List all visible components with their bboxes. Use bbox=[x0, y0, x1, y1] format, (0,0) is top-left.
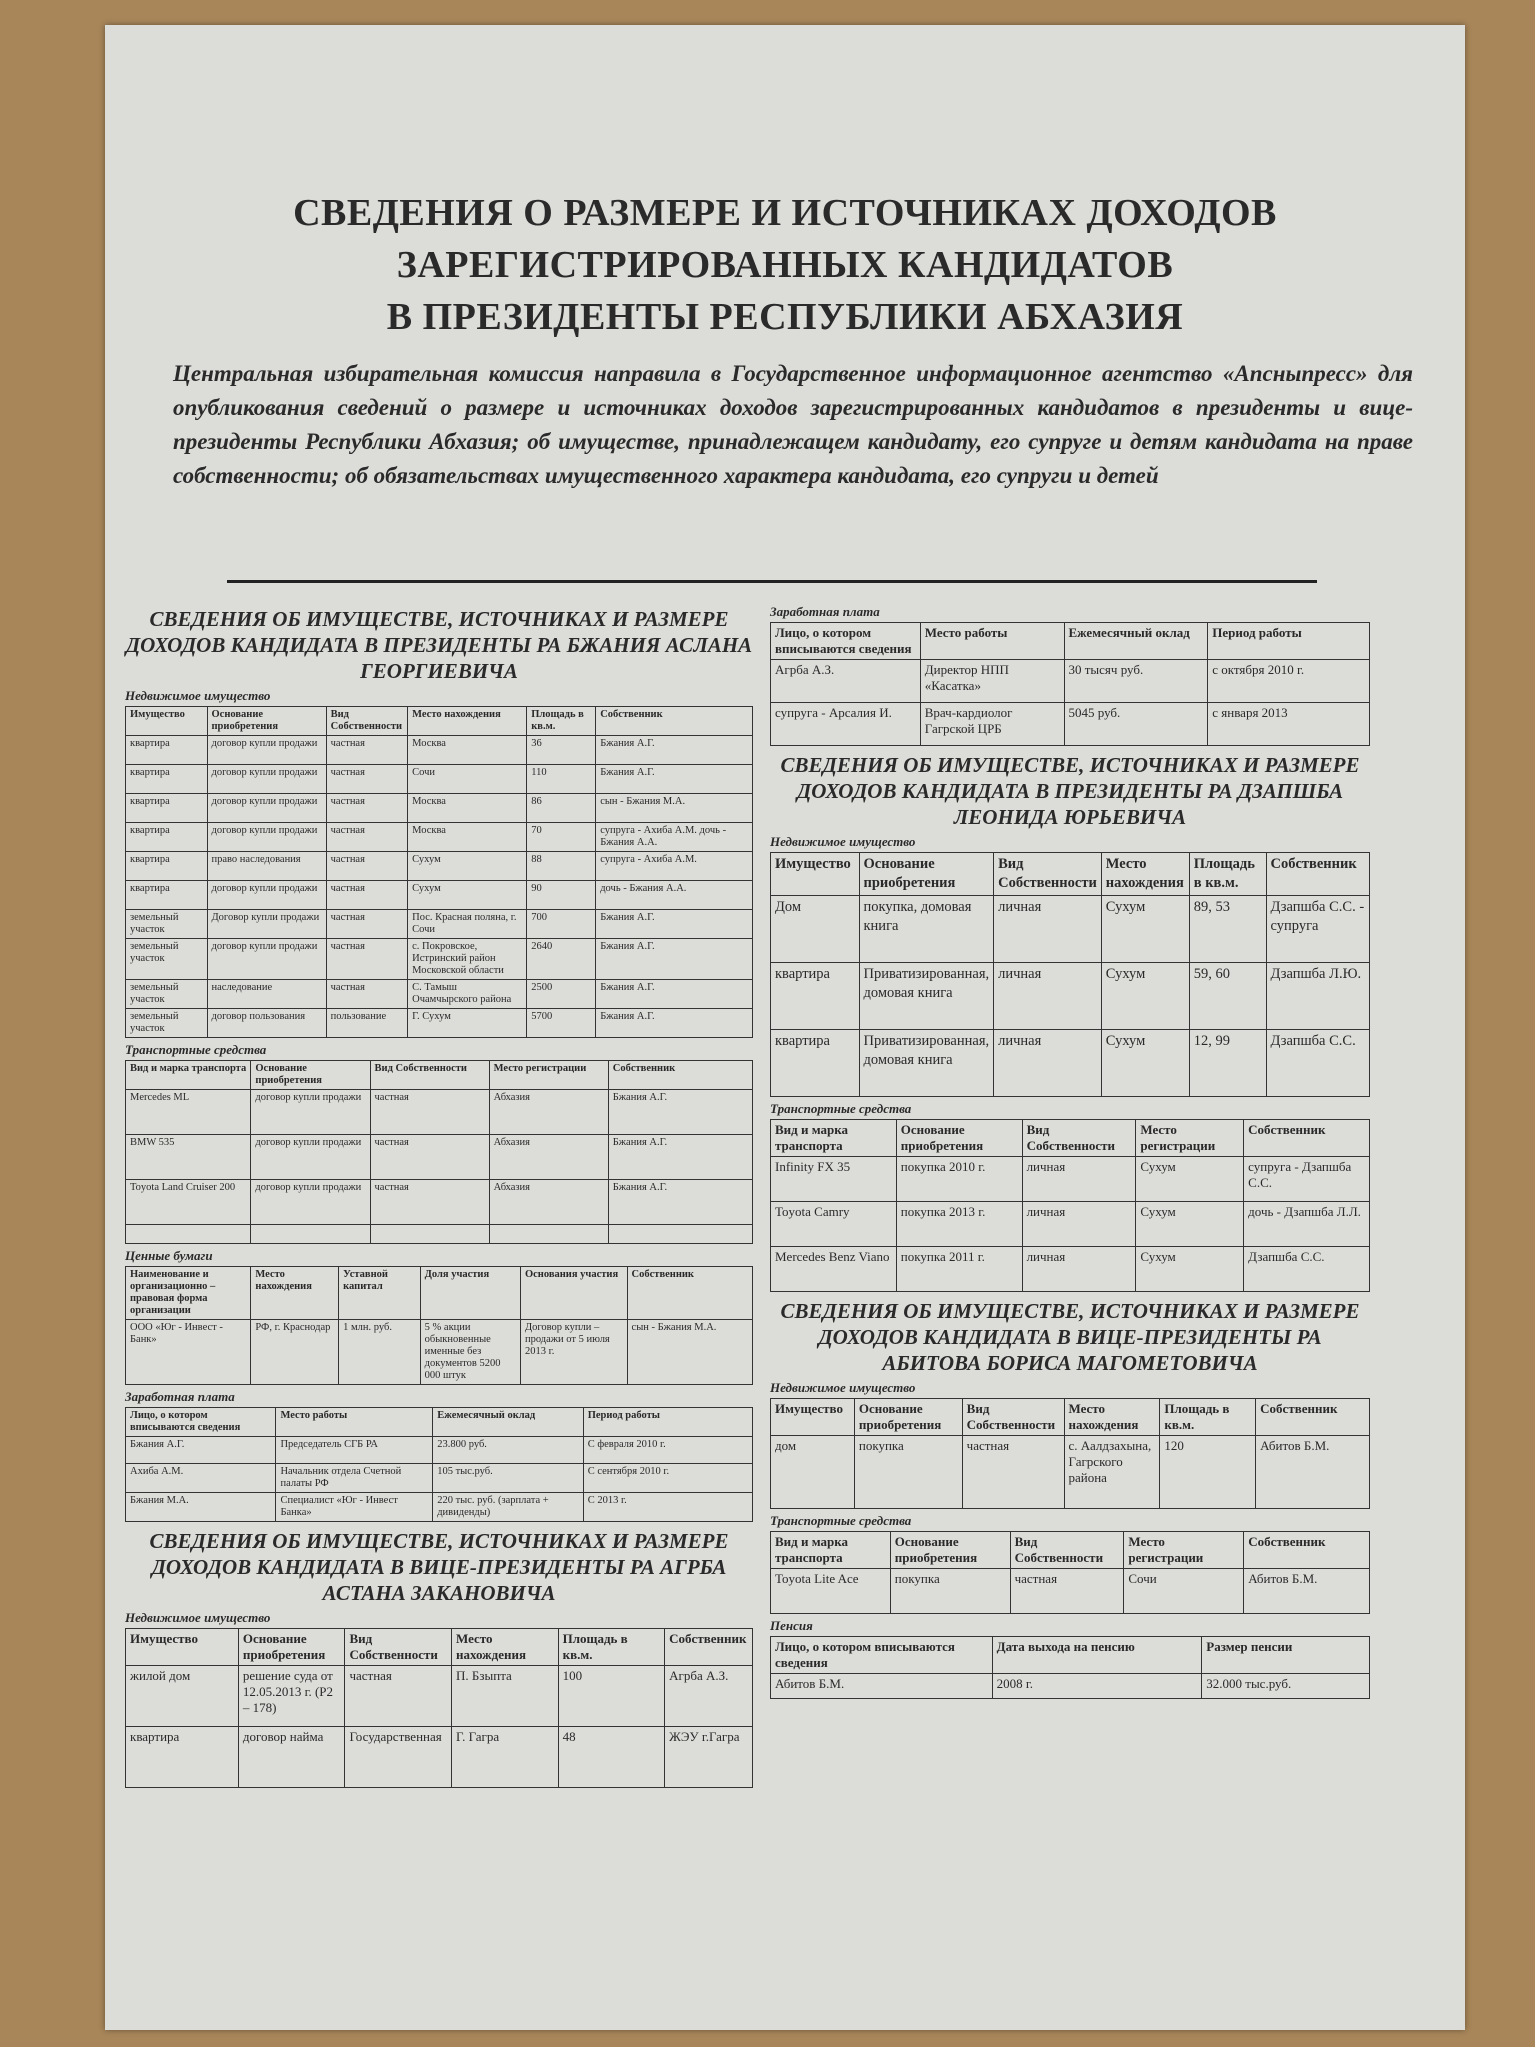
table-cell: договор купли продажи bbox=[207, 939, 326, 980]
table-cell: земельный участок bbox=[126, 980, 208, 1009]
intro-paragraph: Центральная избирательная комиссия направила в Государственное информационное агентство «Апсныпресс» для опубликования сведений о размере и источниках доходов зарегистрированных кандидатов в президенты и вице-президенты Республики Абхазия; об имуществе, принадлежащем кандидату, его супруге и детям кандидата на праве собственности; об обязательствах имущественного характера кандидата, его супруги и детей bbox=[173, 361, 1413, 488]
table-cell: личная bbox=[1022, 1157, 1136, 1202]
table-cell: С февраля 2010 г. bbox=[583, 1437, 752, 1464]
column-header: Вид Собственности bbox=[370, 1061, 489, 1090]
table-row bbox=[126, 1464, 753, 1493]
table-cell bbox=[126, 1225, 251, 1244]
label-real-estate: Недвижимое имущество bbox=[125, 688, 271, 703]
table-row bbox=[126, 881, 753, 910]
table-cell: Toyota Lite Ace bbox=[771, 1569, 891, 1614]
table-cell: квартира bbox=[771, 963, 860, 1030]
table-row bbox=[126, 980, 753, 1009]
column-header: Место нахождения bbox=[251, 1267, 339, 1320]
column-header: Место регистрации bbox=[1136, 1120, 1244, 1157]
column-header: Вид и марка транспорта bbox=[126, 1061, 251, 1090]
table-cell: Договор купли продажи bbox=[207, 910, 326, 939]
table-cell: частная bbox=[326, 794, 408, 823]
column-header: Лицо, о котором вписываются сведения bbox=[771, 1637, 993, 1674]
table-row bbox=[126, 736, 753, 765]
table-cell: Дзапшба С.С. bbox=[1244, 1247, 1370, 1292]
table-cell: Врач-кардиолог Гагрской ЦРБ bbox=[920, 703, 1064, 746]
table-cell: Бжания А.Г. bbox=[596, 939, 753, 980]
title-line: ЗАРЕГИСТРИРОВАННЫХ КАНДИДАТОВ bbox=[396, 244, 1174, 286]
table-cell: 700 bbox=[527, 910, 596, 939]
table-cell: 86 bbox=[527, 794, 596, 823]
table-cell: супруга - Ахиба А.М. bbox=[596, 852, 753, 881]
table-row bbox=[771, 1030, 1370, 1097]
table-cell: частная bbox=[370, 1135, 489, 1180]
table-row bbox=[126, 1090, 753, 1135]
table-row bbox=[126, 794, 753, 823]
column-header: Период работы bbox=[583, 1408, 752, 1437]
table-cell: Дом bbox=[771, 896, 860, 963]
table-cell: жилой дом bbox=[126, 1666, 239, 1727]
column-header: Площадь в кв.м. bbox=[527, 707, 596, 736]
table-cell: частная bbox=[326, 980, 408, 1009]
table-cell: ООО «Юг - Инвест - Банк» bbox=[126, 1320, 251, 1385]
table-row bbox=[126, 1666, 753, 1727]
column-header: Собственник bbox=[608, 1061, 752, 1090]
table-cell bbox=[370, 1225, 489, 1244]
table-cell: Москва bbox=[408, 823, 527, 852]
table-header-row bbox=[771, 1120, 1370, 1157]
table-cell: с. Аалдзахынa, Гагрского района bbox=[1064, 1436, 1160, 1509]
table-cell: BMW 535 bbox=[126, 1135, 251, 1180]
table-cell: личная bbox=[994, 896, 1102, 963]
table-header-row bbox=[126, 707, 753, 736]
table-cell: Дзапшба С.С. - супруга bbox=[1266, 896, 1369, 963]
title-line: В ПРЕЗИДЕНТЫ РЕСПУБЛИКИ АБХАЗИЯ bbox=[386, 296, 1184, 338]
table-cell: с января 2013 bbox=[1208, 703, 1370, 746]
table-cell bbox=[489, 1225, 608, 1244]
table-header-row bbox=[126, 1408, 753, 1437]
table-cell: 5045 руб. bbox=[1064, 703, 1208, 746]
table-cell: частная bbox=[962, 1436, 1064, 1509]
table-cell: частная bbox=[370, 1090, 489, 1135]
column-header: Место нахождения bbox=[1101, 853, 1189, 896]
table-header-row bbox=[771, 623, 1370, 660]
column-header: Собственник bbox=[596, 707, 753, 736]
table-row bbox=[126, 1135, 753, 1180]
table-row bbox=[126, 1493, 753, 1522]
table-cell: Директор НПП «Касатка» bbox=[920, 660, 1064, 703]
column-header: Вид Собственности bbox=[1022, 1120, 1136, 1157]
table-row bbox=[771, 1202, 1370, 1247]
table-row bbox=[126, 1437, 753, 1464]
table-cell: 59, 60 bbox=[1189, 963, 1266, 1030]
column-header: Собственник bbox=[1244, 1120, 1370, 1157]
table-cell: покупка, домовая книга bbox=[859, 896, 994, 963]
table-row bbox=[771, 1436, 1370, 1509]
column-header: Место работы bbox=[920, 623, 1064, 660]
table-cell: частная bbox=[326, 852, 408, 881]
table-cell: с. Покровское, Истринский район Московской области bbox=[408, 939, 527, 980]
table-cell: Приватизированная, домовая книга bbox=[859, 963, 994, 1030]
table-row bbox=[126, 910, 753, 939]
table-header-row bbox=[771, 1532, 1370, 1569]
table-cell: 220 тыс. руб. (зарплата + дивиденды) bbox=[433, 1493, 583, 1522]
divider-rule bbox=[227, 580, 1317, 583]
table-cell: 23.800 руб. bbox=[433, 1437, 583, 1464]
table-cell: Бжания А.Г. bbox=[608, 1135, 752, 1180]
table-row bbox=[126, 1009, 753, 1038]
table-row bbox=[771, 660, 1370, 703]
section-heading-dzapshba: СВЕДЕНИЯ ОБ ИМУЩЕСТВЕ, ИСТОЧНИКАХ И РАЗМЕРЕ ДОХОДОВ КАНДИДАТА В ПРЕЗИДЕНТЫ РА ДЗАПШБА ЛЕОНИДА ЮРЬЕВИЧА bbox=[780, 753, 1360, 829]
table-row bbox=[771, 963, 1370, 1030]
table-cell: квартира bbox=[126, 852, 208, 881]
table-row bbox=[126, 823, 753, 852]
table-cell: Toyota Camry bbox=[771, 1202, 897, 1247]
table-cell: Государственная bbox=[345, 1727, 452, 1788]
table-row bbox=[126, 1180, 753, 1225]
table-cell: дочь - Бжания А.А. bbox=[596, 881, 753, 910]
table-cell: Абитов Б.М. bbox=[1244, 1569, 1370, 1614]
table-cell: покупка bbox=[890, 1569, 1010, 1614]
table-cell: 120 bbox=[1160, 1436, 1256, 1509]
table-cell: покупка 2011 г. bbox=[896, 1247, 1022, 1292]
table-cell: договор купли продажи bbox=[251, 1180, 370, 1225]
table-cell: частная bbox=[1010, 1569, 1124, 1614]
table-row bbox=[771, 896, 1370, 963]
table-cell: 70 bbox=[527, 823, 596, 852]
column-header: Основание приобретения bbox=[896, 1120, 1022, 1157]
table-row bbox=[126, 852, 753, 881]
table-cell: 2640 bbox=[527, 939, 596, 980]
table-cell: покупка 2010 г. bbox=[896, 1157, 1022, 1202]
table-cell: договор купли продажи bbox=[251, 1090, 370, 1135]
table-bzhaniya-securities bbox=[125, 1266, 753, 1385]
table-cell: Бжания А.Г. bbox=[608, 1090, 752, 1135]
title-line: СВЕДЕНИЯ О РАЗМЕРЕ И ИСТОЧНИКАХ ДОХОДОВ bbox=[293, 192, 1277, 234]
table-cell: Абхазия bbox=[489, 1180, 608, 1225]
table-cell: Infinity FX 35 bbox=[771, 1157, 897, 1202]
table-cell: решение суда от 12.05.2013 г. (Р2 – 178) bbox=[238, 1666, 345, 1727]
table-cell: квартира bbox=[126, 765, 208, 794]
table-cell: Абитов Б.М. bbox=[1256, 1436, 1370, 1509]
table-cell: Москва bbox=[408, 736, 527, 765]
table-cell: Бжания А.Г. bbox=[596, 736, 753, 765]
label-salary: Заработная плата bbox=[125, 1389, 235, 1404]
table-cell: 88 bbox=[527, 852, 596, 881]
table-cell: Ахиба А.М. bbox=[126, 1464, 276, 1493]
table-cell: П. Бзыпта bbox=[452, 1666, 559, 1727]
table-cell: 100 bbox=[558, 1666, 665, 1727]
column-header: Основания участия bbox=[520, 1267, 627, 1320]
column-header: Площадь в кв.м. bbox=[1160, 1399, 1256, 1436]
column-header: Вид Собственности bbox=[326, 707, 408, 736]
table-cell: Сухум bbox=[1101, 1030, 1189, 1097]
column-header: Площадь в кв.м. bbox=[1189, 853, 1266, 896]
table-cell: право наследования bbox=[207, 852, 326, 881]
table-cell: Абитов Б.М. bbox=[771, 1674, 993, 1699]
table-cell: Сухум bbox=[1101, 963, 1189, 1030]
label-salary: Заработная плата bbox=[770, 604, 880, 619]
table-cell bbox=[608, 1225, 752, 1244]
table-cell: Председатель СГБ РА bbox=[276, 1437, 433, 1464]
table-cell: супруга - Арсалия И. bbox=[771, 703, 921, 746]
table-cell: личная bbox=[1022, 1202, 1136, 1247]
table-cell: 48 bbox=[558, 1727, 665, 1788]
column-header: Вид Собственности bbox=[1010, 1532, 1124, 1569]
column-header: Вид Собственности bbox=[345, 1629, 452, 1666]
table-cell: 30 тысяч руб. bbox=[1064, 660, 1208, 703]
section-heading-abitov: СВЕДЕНИЯ ОБ ИМУЩЕСТВЕ, ИСТОЧНИКАХ И РАЗМЕРЕ ДОХОДОВ КАНДИДАТА В ВИЦЕ-ПРЕЗИДЕНТЫ РА АБИТОВА БОРИСА МАГОМЕТОВИЧА bbox=[780, 1299, 1360, 1375]
table-cell: Сочи bbox=[408, 765, 527, 794]
table-cell: РФ, г. Краснодар bbox=[251, 1320, 339, 1385]
table-cell: 5700 bbox=[527, 1009, 596, 1038]
label-transport: Транспортные средства bbox=[125, 1042, 267, 1057]
table-bzhaniya-property bbox=[125, 706, 753, 1038]
table-cell: земельный участок bbox=[126, 939, 208, 980]
table-cell: С 2013 г. bbox=[583, 1493, 752, 1522]
column-header: Собственник bbox=[1266, 853, 1369, 896]
table-cell: Бжания А.Г. bbox=[596, 980, 753, 1009]
page-title bbox=[105, 187, 1465, 343]
column-header: Имущество bbox=[126, 1629, 239, 1666]
table-row bbox=[771, 1247, 1370, 1292]
table-cell: квартира bbox=[771, 1030, 860, 1097]
table-cell: земельный участок bbox=[126, 910, 208, 939]
table-dzapshba-transport bbox=[770, 1119, 1370, 1292]
table-cell: 36 bbox=[527, 736, 596, 765]
table-cell: с октября 2010 г. bbox=[1208, 660, 1370, 703]
label-real-estate: Недвижимое имущество bbox=[125, 1610, 271, 1625]
table-cell: Сухум bbox=[1136, 1202, 1244, 1247]
table-cell: Бжания А.Г. bbox=[596, 765, 753, 794]
table-header-row bbox=[126, 1267, 753, 1320]
table-cell: договор купли продажи bbox=[207, 736, 326, 765]
table-cell: частная bbox=[326, 823, 408, 852]
column-header: Основание приобретения bbox=[251, 1061, 370, 1090]
table-cell: 105 тыс.руб. bbox=[433, 1464, 583, 1493]
table-row bbox=[126, 939, 753, 980]
table-cell: Г. Сухум bbox=[408, 1009, 527, 1038]
table-agrba-property bbox=[125, 1628, 753, 1788]
table-cell: Сухум bbox=[408, 852, 527, 881]
table-bzhaniya-salary bbox=[125, 1407, 753, 1522]
table-cell: Договор купли – продажи от 5 июля 2013 г. bbox=[520, 1320, 627, 1385]
table-cell: Абхазия bbox=[489, 1135, 608, 1180]
table-cell: наследование bbox=[207, 980, 326, 1009]
column-header: Вид Собственности bbox=[962, 1399, 1064, 1436]
table-cell: Приватизированная, домовая книга bbox=[859, 1030, 994, 1097]
table-cell: 12, 99 bbox=[1189, 1030, 1266, 1097]
table-cell: договор найма bbox=[238, 1727, 345, 1788]
table-cell: 2008 г. bbox=[992, 1674, 1202, 1699]
table-cell: квартира bbox=[126, 881, 208, 910]
column-header: Собственник bbox=[627, 1267, 752, 1320]
table-cell: Сухум bbox=[1101, 896, 1189, 963]
table-cell bbox=[251, 1225, 370, 1244]
table-agrba-salary bbox=[770, 622, 1370, 746]
table-cell: квартира bbox=[126, 1727, 239, 1788]
table-row bbox=[771, 1157, 1370, 1202]
column-header: Место нахождения bbox=[408, 707, 527, 736]
table-row bbox=[126, 1727, 753, 1788]
table-cell: Бжания А.Г. bbox=[596, 1009, 753, 1038]
table-cell: 32.000 тыс.руб. bbox=[1202, 1674, 1370, 1699]
column-header: Доля участия bbox=[420, 1267, 520, 1320]
label-transport: Транспортные средства bbox=[770, 1101, 912, 1116]
column-header: Вид и марка транспорта bbox=[771, 1532, 891, 1569]
table-cell: частная bbox=[326, 910, 408, 939]
table-cell: покупка 2013 г. bbox=[896, 1202, 1022, 1247]
table-abitov-property bbox=[770, 1398, 1370, 1509]
column-header: Размер пенсии bbox=[1202, 1637, 1370, 1674]
table-cell: 89, 53 bbox=[1189, 896, 1266, 963]
column-header: Имущество bbox=[771, 1399, 855, 1436]
column-header: Лицо, о котором вписываются сведения bbox=[126, 1408, 276, 1437]
table-cell: квартира bbox=[126, 823, 208, 852]
label-real-estate: Недвижимое имущество bbox=[770, 1380, 916, 1395]
table-cell: личная bbox=[994, 963, 1102, 1030]
table-cell: квартира bbox=[126, 794, 208, 823]
table-cell: Специалист «Юг - Инвест Банка» bbox=[276, 1493, 433, 1522]
table-abitov-transport bbox=[770, 1531, 1370, 1614]
table-cell: 90 bbox=[527, 881, 596, 910]
right-column bbox=[770, 600, 1370, 1699]
column-header: Место регистрации bbox=[489, 1061, 608, 1090]
table-cell: договор купли продажи bbox=[207, 881, 326, 910]
table-cell: личная bbox=[994, 1030, 1102, 1097]
column-header: Место работы bbox=[276, 1408, 433, 1437]
table-cell: супруга - Дзапшба С.С. bbox=[1244, 1157, 1370, 1202]
newspaper-page bbox=[105, 25, 1465, 2030]
table-row bbox=[771, 703, 1370, 746]
table-cell: покупка bbox=[854, 1436, 962, 1509]
table-cell: Дзапшба С.С. bbox=[1266, 1030, 1369, 1097]
table-cell: частная bbox=[326, 736, 408, 765]
table-cell: частная bbox=[326, 881, 408, 910]
table-header-row bbox=[771, 1637, 1370, 1674]
table-header-row bbox=[126, 1061, 753, 1090]
table-cell: Mercedes Benz Viano bbox=[771, 1247, 897, 1292]
table-cell: земельный участок bbox=[126, 1009, 208, 1038]
table-cell: сын - Бжания М.А. bbox=[596, 794, 753, 823]
column-header: Имущество bbox=[126, 707, 208, 736]
column-header: Собственник bbox=[665, 1629, 753, 1666]
table-cell: Г. Гагра bbox=[452, 1727, 559, 1788]
table-row bbox=[126, 1320, 753, 1385]
table-cell: сын - Бжания М.А. bbox=[627, 1320, 752, 1385]
table-cell: Сочи bbox=[1124, 1569, 1244, 1614]
table-cell: частная bbox=[326, 765, 408, 794]
column-header: Уставной капитал bbox=[339, 1267, 421, 1320]
table-cell: Бжания А.Г. bbox=[608, 1180, 752, 1225]
table-cell: договор купли продажи bbox=[207, 823, 326, 852]
label-real-estate: Недвижимое имущество bbox=[770, 834, 916, 849]
column-header: Место нахождения bbox=[452, 1629, 559, 1666]
column-header: Основание приобретения bbox=[854, 1399, 962, 1436]
column-header: Вид Собственности bbox=[994, 853, 1102, 896]
table-cell: Mercedes ML bbox=[126, 1090, 251, 1135]
section-heading-bzhaniya: СВЕДЕНИЯ ОБ ИМУЩЕСТВЕ, ИСТОЧНИКАХ И РАЗМЕРЕ ДОХОДОВ КАНДИДАТА В ПРЕЗИДЕНТЫ РА БЖАНИЯ АСЛАНА ГЕОРГИЕВИЧА bbox=[125, 607, 753, 683]
table-cell: частная bbox=[326, 939, 408, 980]
table-abitov-pension bbox=[770, 1636, 1370, 1699]
column-header: Вид и марка транспорта bbox=[771, 1120, 897, 1157]
table-cell: договор купли продажи bbox=[251, 1135, 370, 1180]
table-cell: Бжания М.А. bbox=[126, 1493, 276, 1522]
label-transport: Транспортные средства bbox=[770, 1513, 912, 1528]
table-header-row bbox=[771, 853, 1370, 896]
column-header: Основание приобретения bbox=[859, 853, 994, 896]
table-cell: 5 % акции обыкновенные именные без документов 5200 000 штук bbox=[420, 1320, 520, 1385]
table-cell: 1 млн. руб. bbox=[339, 1320, 421, 1385]
table-cell: Сухум bbox=[1136, 1157, 1244, 1202]
column-header: Основание приобретения bbox=[207, 707, 326, 736]
column-header: Наименование и организационно – правовая форма организации bbox=[126, 1267, 251, 1320]
column-header: Ежемесячный оклад bbox=[1064, 623, 1208, 660]
label-pension: Пенсия bbox=[770, 1618, 813, 1633]
table-cell: ЖЭУ г.Гагра bbox=[665, 1727, 753, 1788]
table-cell: частная bbox=[345, 1666, 452, 1727]
table-cell: договор пользования bbox=[207, 1009, 326, 1038]
table-cell: Начальник отдела Счетной палаты РФ bbox=[276, 1464, 433, 1493]
table-cell: Сухум bbox=[1136, 1247, 1244, 1292]
table-cell: Абхазия bbox=[489, 1090, 608, 1135]
table-cell: Дзапшба Л.Ю. bbox=[1266, 963, 1369, 1030]
table-cell: договор купли продажи bbox=[207, 794, 326, 823]
table-cell: Toyota Land Cruiser 200 bbox=[126, 1180, 251, 1225]
column-header: Имущество bbox=[771, 853, 860, 896]
column-header: Собственник bbox=[1256, 1399, 1370, 1436]
left-column bbox=[125, 600, 753, 1788]
table-row bbox=[126, 765, 753, 794]
table-cell: Бжания А.Г. bbox=[596, 910, 753, 939]
label-securities: Ценные бумаги bbox=[125, 1248, 213, 1263]
table-dzapshba-property bbox=[770, 852, 1370, 1097]
table-cell: Бжания А.Г. bbox=[126, 1437, 276, 1464]
section-heading-agrba: СВЕДЕНИЯ ОБ ИМУЩЕСТВЕ, ИСТОЧНИКАХ И РАЗМЕРЕ ДОХОДОВ КАНДИДАТА В ВИЦЕ-ПРЕЗИДЕНТЫ РА АГРБА АСТАНА ЗАКАНОВИЧА bbox=[149, 1529, 729, 1605]
table-cell: пользование bbox=[326, 1009, 408, 1038]
table-cell: квартира bbox=[126, 736, 208, 765]
table-cell: дом bbox=[771, 1436, 855, 1509]
table-cell: 110 bbox=[527, 765, 596, 794]
column-header: Площадь в кв.м. bbox=[558, 1629, 665, 1666]
column-header: Период работы bbox=[1208, 623, 1370, 660]
column-header: Дата выхода на пенсию bbox=[992, 1637, 1202, 1674]
table-bzhaniya-transport bbox=[125, 1060, 753, 1244]
table-cell: дочь - Дзапшба Л.Л. bbox=[1244, 1202, 1370, 1247]
column-header: Основание приобретения bbox=[890, 1532, 1010, 1569]
column-header: Лицо, о котором вписываются сведения bbox=[771, 623, 921, 660]
table-header-row bbox=[126, 1629, 753, 1666]
table-cell: Агрба А.З. bbox=[665, 1666, 753, 1727]
table-cell: Сухум bbox=[408, 881, 527, 910]
table-cell: Агрба А.З. bbox=[771, 660, 921, 703]
table-header-row bbox=[771, 1399, 1370, 1436]
table-cell: 2500 bbox=[527, 980, 596, 1009]
table-cell: С. Тамыш Очамчырского района bbox=[408, 980, 527, 1009]
table-cell: супруга - Ахиба А.М. дочь - Бжания А.А. bbox=[596, 823, 753, 852]
table-row bbox=[771, 1569, 1370, 1614]
table-row bbox=[771, 1674, 1370, 1699]
table-cell: частная bbox=[370, 1180, 489, 1225]
table-cell: договор купли продажи bbox=[207, 765, 326, 794]
table-cell: С сентября 2010 г. bbox=[583, 1464, 752, 1493]
column-header: Основание приобретения bbox=[238, 1629, 345, 1666]
column-header: Собственник bbox=[1244, 1532, 1370, 1569]
column-header: Место регистрации bbox=[1124, 1532, 1244, 1569]
table-cell: Пос. Красная поляна, г. Сочи bbox=[408, 910, 527, 939]
table-row-empty bbox=[126, 1225, 753, 1244]
column-header: Место нахождения bbox=[1064, 1399, 1160, 1436]
table-cell: личная bbox=[1022, 1247, 1136, 1292]
table-cell: Москва bbox=[408, 794, 527, 823]
column-header: Ежемесячный оклад bbox=[433, 1408, 583, 1437]
